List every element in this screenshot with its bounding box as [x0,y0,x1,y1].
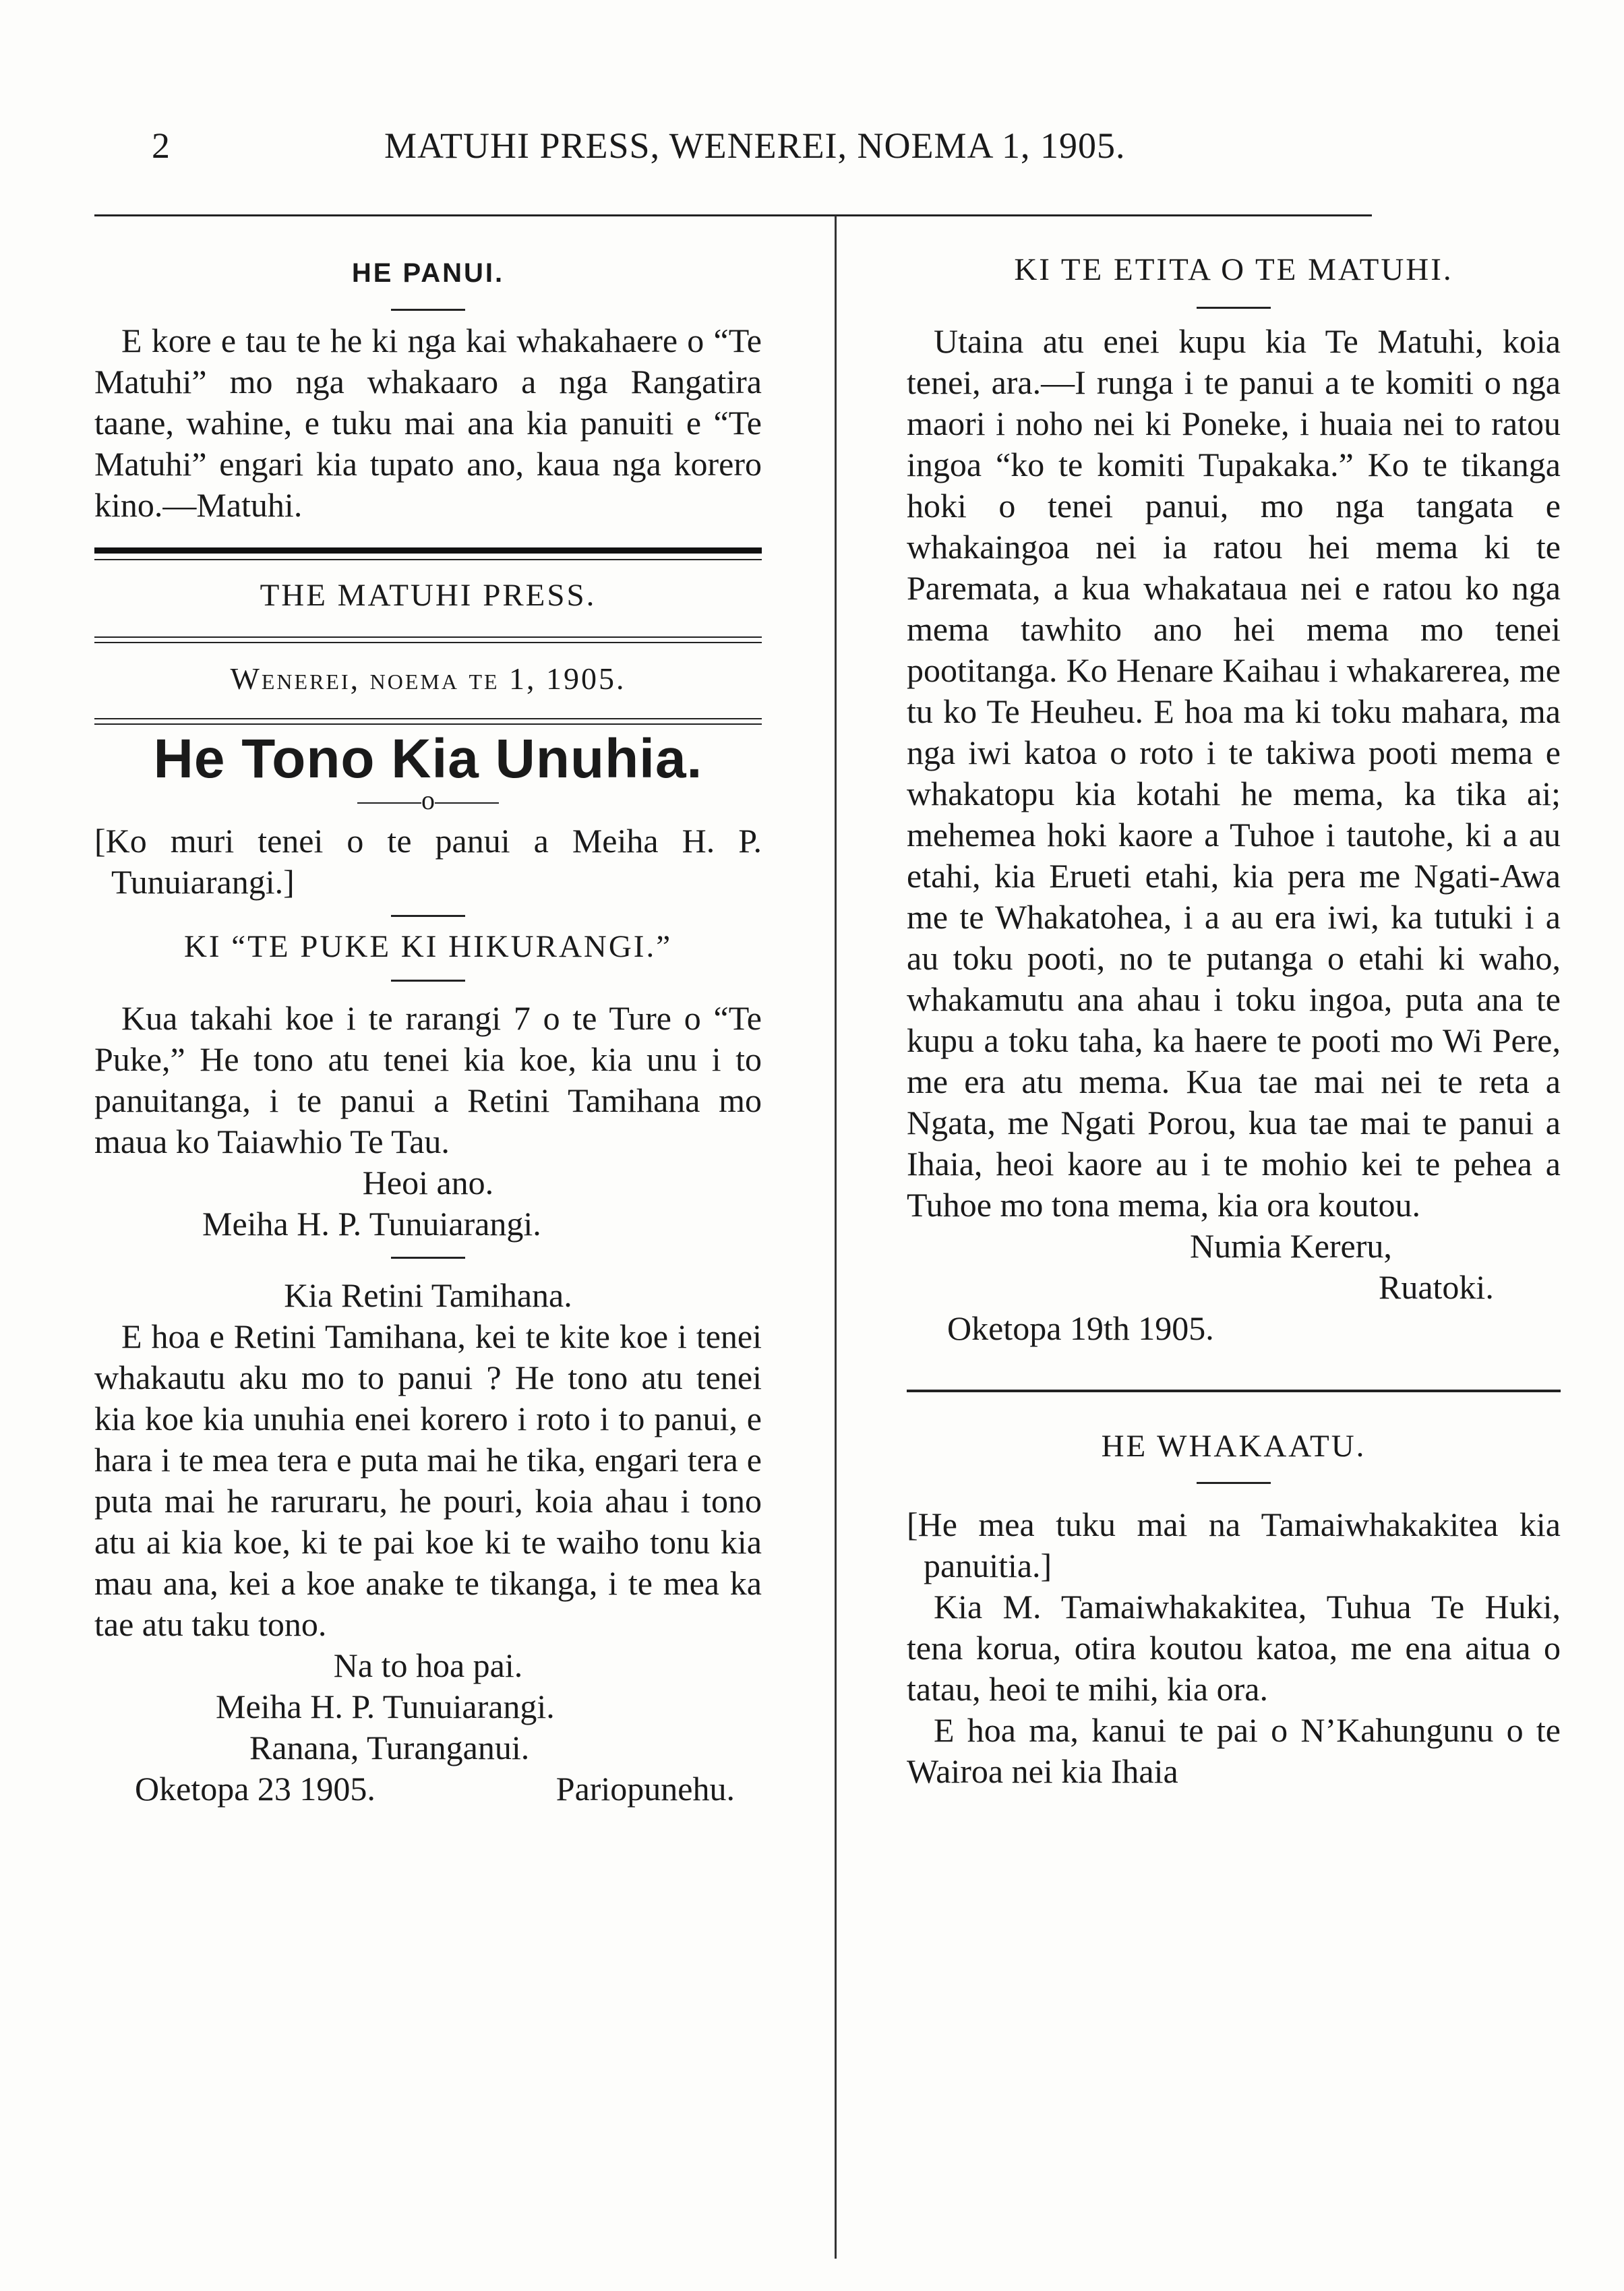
signature-meiha: Meiha H. P. Tunuiarangi. [202,1205,541,1243]
separator-mark: o [421,785,435,815]
left-column [94,222,762,1810]
newspaper-title-line: MATUHI PRESS, WENEREI, NOEMA 1, 1905. [384,125,1126,166]
editor-letter-date: Oketopa 19th 1905. [947,1309,1214,1347]
article-title: He Tono Kia Unuhia. [153,728,703,790]
valediction: Na to hoa pai. [333,1646,523,1684]
signature-place: Ranana, Turanganui. [249,1729,530,1766]
running-header [94,125,1348,179]
closing-heoi-ano: Heoi ano. [362,1164,494,1201]
whakaatu-paragraph-1: Kia M. Tamaiwhakakitea, Tuhua Te Huki, tena korua, otira koutou katoa, me ena aitua o tatau, heoi te mihi, kia ora. [907,1588,1561,1708]
whakaatu-paragraph-2: E hoa ma, kanui te pai o N’Kahungunu o te Wairoa nei kia Ihaia [907,1711,1561,1790]
article-body: Kua takahi koe i te rarangi 7 o te Ture o “Te Puke,” He tono atu tenei kia koe, kia unu i to panuitanga, i te panui a Retini Tamihana mo maua ko Taiawhio Te Tau. [94,999,762,1160]
editor-heading: KI TE ETITA O TE MATUHI. [1014,252,1453,287]
header-rule [94,214,1372,216]
thick-rule [94,547,762,554]
right-column [907,222,1561,1792]
letter-place: Pariopunehu. [555,1770,735,1808]
editor-signature: Numia Kereru, [1190,1227,1392,1265]
masthead-name: THE MATUHI PRESS. [260,578,597,613]
whakaatu-heading: HE WHAKAATU. [1101,1429,1366,1464]
page-number: 2 [152,125,171,166]
editor-letter-body: Utaina atu enei kupu kia Te Matuhi, koia tenei, ara.—I runga i te panui a te komiti o nga maori i noho nei ki Poneke, i huaia nei to ratou ingoa “ko te komiti Tupakaka.” Ko te tikanga hoki o tenei panui, mo nga tangata e whakaingoa nei ia ratou hei mema ki te Paremata, a kua whakataua nei e ratou ko nga mema tawhito ano hei mema mo tenei pootitanga. Ko Henare Kaihau i whakarerea, me tu ko Te Heuheu. E hoa ma ki toku mahara, ma nga iwi katoa o roto i te takiwa pooti mema e whakatopu kia kotahi he mema, ka tika ai; mehemea hoki kaore a Tuhoe i tautohe, ki a au etahi, kia Erueti etahi, kia pera me Ngati-Awa me te Whakatohea, i a au era iwi, ka tutuki i a au toku pooti, no te putanga o etahi ki waho, whakamutu ana ahau i toku ingoa, puta ana te kupu a toku taha, ka haere te pooti mo Wi Pere, me era atu mema. Kua tae mai nei te reta a Ngata, me Ngati Porou, kua tae mai te panui a Ihaia, heoi kaore au i te mohio kei te pehea a Tuhoe mo tona mema, kia ora koutou. [907,322,1561,1224]
column-divider [835,216,837,2259]
whakaatu-intro: [He mea tuku mai na Tamaiwhakakitea kia panuitia.] [907,1506,1561,1584]
panui-heading: HE PANUI. [351,258,505,288]
masthead-date: Wenerei, noema te 1, 1905. [230,661,626,696]
letter-body: E hoa e Retini Tamihana, kei te kite koe i tenei whakautu aku mo to panui ? He tono atu tenei kia koe kia unuhia enei korero i roto i to panui, e hara i te mea tera e puta mai he tika, engari tera e puta mai he raruraru, he pouri, koia ahau i tono atu ai kia koe, ki te pai koe ki te waiho tonu kia mau ana, kei a koe anake te tikanga, i te mea ka tae atu taku tono. [94,1317,762,1643]
article-intro: [Ko muri tenei o te panui a Meiha H. P. Tunuiarangi.] [94,822,762,901]
signature-meiha-2: Meiha H. P. Tunuiarangi. [216,1688,555,1725]
letter-date: Oketopa 23 1905. [135,1770,375,1808]
panui-text: E kore e tau te he ki nga kai whakahaere o “Te Matuhi” mo nga whakaaro a nga Rangatira taane, wahine, e tuku mai ana kia panuiti e “Te Matuhi” engari kia tupato ano, kaua nga korero kino.—Matuhi. [94,322,762,524]
editor-signature-place: Ruatoki. [1379,1268,1494,1306]
letter-address: Kia Retini Tamihana. [284,1276,572,1314]
article-subheading: KI “TE PUKE KI HIKURANGI.” [183,929,673,964]
date-line [94,1768,762,1810]
